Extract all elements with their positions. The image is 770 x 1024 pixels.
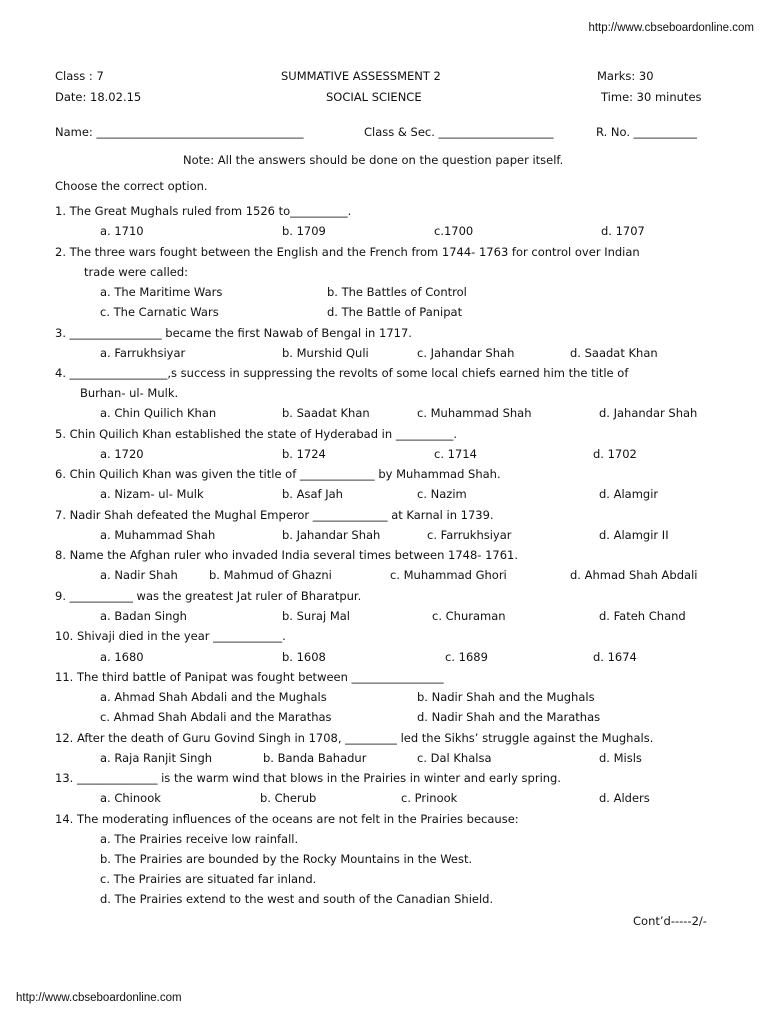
option[interactable]: b. Nadir Shah and the Mughals: [417, 690, 595, 704]
question-text: 2. The three wars fought between the English and the French from 1744- 1763 for control over Indian: [55, 245, 640, 259]
option[interactable]: a. Nizam- ul- Mulk: [100, 487, 204, 501]
options-row: [0, 690, 770, 710]
option[interactable]: c. Dal Khalsa: [417, 751, 492, 765]
options-row: [0, 447, 770, 467]
option[interactable]: c. Ahmad Shah Abdali and the Marathas: [100, 710, 332, 724]
options-row: [0, 568, 770, 588]
question-text: 5. Chin Quilich Khan established the state of Hyderabad in __________.: [55, 427, 457, 441]
option[interactable]: b. 1709: [282, 224, 326, 238]
option[interactable]: b. Cherub: [260, 791, 317, 805]
option[interactable]: c. The Carnatic Wars: [100, 305, 219, 319]
option[interactable]: c. The Prairies are situated far inland.: [100, 872, 317, 886]
option[interactable]: d. Saadat Khan: [570, 346, 658, 360]
roll-no-field[interactable]: R. No. ___________: [596, 125, 697, 139]
option[interactable]: b. The Prairies are bounded by the Rocky Mountains in the West.: [100, 852, 473, 866]
option[interactable]: a. The Maritime Wars: [100, 285, 223, 299]
question-text: 12. After the death of Guru Govind Singh in 1708, _________ led the Sikhs’ struggle against the Mughals.: [55, 731, 654, 745]
question-text: 8. Name the Afghan ruler who invaded India several times between 1748- 1761.: [55, 548, 519, 562]
option[interactable]: a. 1720: [100, 447, 144, 461]
option[interactable]: a. Farrukhsiyar: [100, 346, 186, 360]
option[interactable]: c. Muhammad Shah: [417, 406, 532, 420]
option[interactable]: b. Saadat Khan: [282, 406, 370, 420]
option[interactable]: b. 1724: [282, 447, 326, 461]
options-row: [0, 305, 770, 325]
option[interactable]: a. 1680: [100, 650, 144, 664]
option[interactable]: c. Jahandar Shah: [417, 346, 515, 360]
question-text: 10. Shivaji died in the year ____________.: [55, 629, 286, 643]
option[interactable]: b. Murshid Quli: [282, 346, 369, 360]
class-label: Class : 7: [55, 69, 104, 83]
option[interactable]: d. Fateh Chand: [599, 609, 686, 623]
option[interactable]: c. Farrukhsiyar: [427, 528, 512, 542]
option[interactable]: c. Muhammad Ghori: [390, 568, 507, 582]
option[interactable]: d. The Prairies extend to the west and south of the Canadian Shield.: [100, 892, 494, 906]
option[interactable]: d. Misls: [599, 751, 642, 765]
option[interactable]: c.1700: [434, 224, 474, 238]
option[interactable]: b. Jahandar Shah: [282, 528, 381, 542]
options-row: [0, 710, 770, 730]
option[interactable]: a. Ahmad Shah Abdali and the Mughals: [100, 690, 327, 704]
options-row: [0, 791, 770, 811]
option[interactable]: d. 1702: [593, 447, 637, 461]
question-text: 7. Nadir Shah defeated the Mughal Emperor _____________ at Karnal in 1739.: [55, 508, 494, 522]
option[interactable]: a. 1710: [100, 224, 144, 238]
exam-title: SUMMATIVE ASSESSMENT 2: [281, 69, 441, 83]
source-url-bottom[interactable]: http://www.cbseboardonline.com: [16, 992, 182, 1004]
option[interactable]: d. Ahmad Shah Abdali: [570, 568, 698, 582]
question-text-cont: trade were called:: [84, 265, 189, 279]
question-text: 9. ___________ was the greatest Jat ruler of Bharatpur.: [55, 589, 362, 603]
option[interactable]: b. Banda Bahadur: [263, 751, 367, 765]
options-row: [0, 285, 770, 305]
option[interactable]: c. 1714: [434, 447, 477, 461]
question-text: 11. The third battle of Panipat was fought between ________________: [55, 670, 444, 684]
option[interactable]: a. Muhammad Shah: [100, 528, 216, 542]
instruction: Choose the correct option.: [55, 179, 208, 193]
option[interactable]: d. Alamgir II: [599, 528, 669, 542]
question-text: 3. ________________ became the first Nawab of Bengal in 1717.: [55, 326, 412, 340]
option[interactable]: d. 1674: [593, 650, 637, 664]
options-row: [0, 406, 770, 426]
name-field[interactable]: Name: ____________________________________: [55, 125, 304, 139]
time-label: Time: 30 minutes: [601, 90, 702, 104]
option[interactable]: b. Mahmud of Ghazni: [209, 568, 332, 582]
class-sec-field[interactable]: Class & Sec. ____________________: [364, 125, 554, 139]
options-row: [0, 528, 770, 548]
option[interactable]: c. Nazim: [417, 487, 467, 501]
option[interactable]: a. Chinook: [100, 791, 161, 805]
option[interactable]: c. 1689: [445, 650, 488, 664]
option[interactable]: a. Chin Quilich Khan: [100, 406, 217, 420]
option[interactable]: d. Alders: [599, 791, 650, 805]
option[interactable]: b. The Battles of Control: [327, 285, 467, 299]
question-text-cont: Burhan- ul- Mulk.: [80, 386, 179, 400]
option[interactable]: b. Suraj Mal: [282, 609, 350, 623]
question-text: 13. ______________ is the warm wind that blows in the Prairies in winter and early spring.: [55, 771, 562, 785]
option[interactable]: a. The Prairies receive low rainfall.: [100, 832, 299, 846]
option[interactable]: d. Nadir Shah and the Marathas: [417, 710, 601, 724]
question-text: 6. Chin Quilich Khan was given the title of _____________ by Muhammad Shah.: [55, 467, 501, 481]
options-row: [0, 346, 770, 366]
option[interactable]: c. Prinook: [401, 791, 458, 805]
option[interactable]: d. The Battle of Panipat: [327, 305, 463, 319]
note: Note: All the answers should be done on the question paper itself.: [183, 153, 564, 167]
question-text: 4. _________________,s success in suppressing the revolts of some local chiefs earned him the title of: [55, 366, 629, 380]
option[interactable]: c. Churaman: [432, 609, 506, 623]
option[interactable]: b. Asaf Jah: [282, 487, 343, 501]
date-label: Date: 18.02.15: [55, 90, 142, 104]
options-row: [0, 650, 770, 670]
option[interactable]: a. Raja Ranjit Singh: [100, 751, 213, 765]
source-url-top[interactable]: http://www.cbseboardonline.com: [588, 22, 754, 34]
question-text: 14. The moderating influences of the oceans are not felt in the Prairies because:: [55, 812, 519, 826]
continued-note: Cont’d-----2/-: [633, 914, 707, 928]
options-row: [0, 751, 770, 771]
options-row: [0, 224, 770, 244]
marks-label: Marks: 30: [597, 69, 654, 83]
option[interactable]: a. Badan Singh: [100, 609, 187, 623]
option[interactable]: d. 1707: [601, 224, 645, 238]
option[interactable]: b. 1608: [282, 650, 326, 664]
subject-label: SOCIAL SCIENCE: [326, 90, 422, 104]
options-row: [0, 609, 770, 629]
option[interactable]: a. Nadir Shah: [100, 568, 178, 582]
option[interactable]: d. Alamgir: [599, 487, 659, 501]
options-row: [0, 487, 770, 507]
option[interactable]: d. Jahandar Shah: [599, 406, 698, 420]
question-text: 1. The Great Mughals ruled from 1526 to__________.: [55, 204, 352, 218]
